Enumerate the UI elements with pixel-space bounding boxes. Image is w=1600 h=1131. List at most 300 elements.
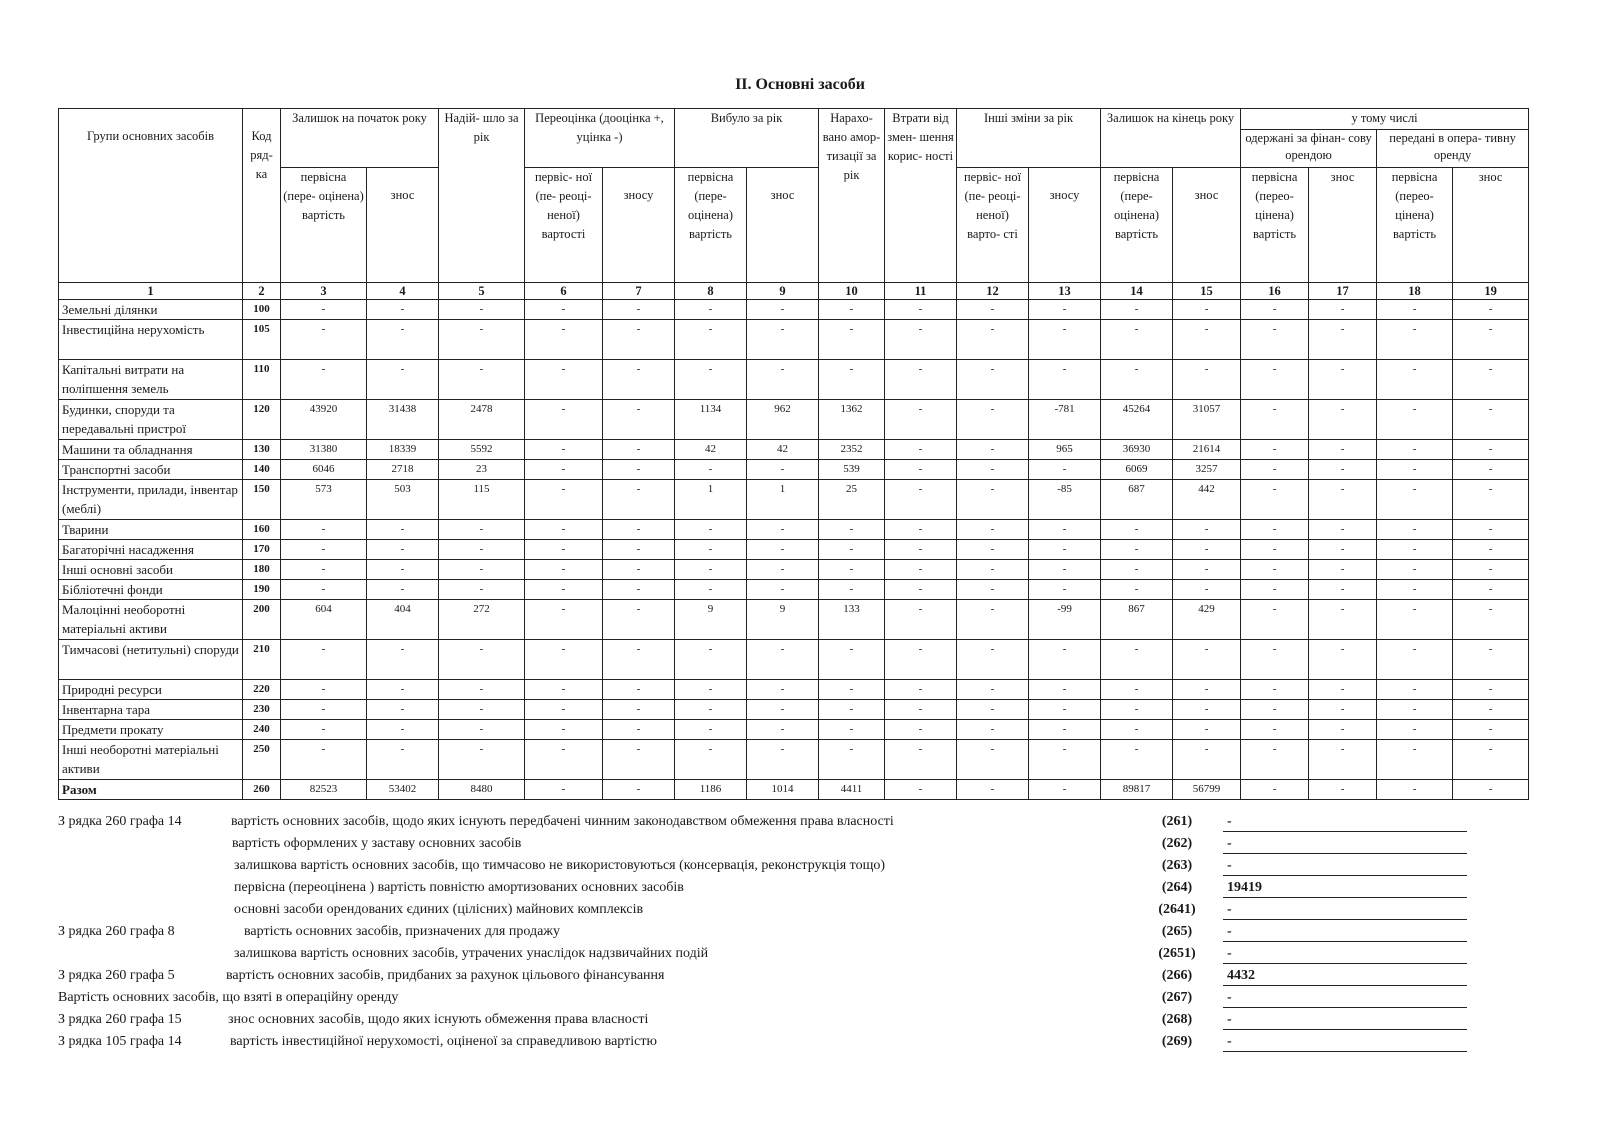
header-other-depr: зносу xyxy=(1029,168,1101,283)
table-row xyxy=(59,320,1529,360)
table-cell: - xyxy=(1377,560,1453,580)
table-cell: 45264 xyxy=(1101,400,1173,440)
table-cell: - xyxy=(957,320,1029,360)
note-text: вартість оформлених у заставу основних засобів xyxy=(232,836,522,851)
table-cell: - xyxy=(747,520,819,540)
table-cell: -85 xyxy=(1029,480,1101,520)
column-numbers-row xyxy=(59,283,1529,300)
column-number: 19 xyxy=(1453,283,1529,300)
table-cell: - xyxy=(1173,360,1241,400)
table-cell: - xyxy=(1377,540,1453,560)
table-cell: - xyxy=(367,740,439,780)
table-cell: - xyxy=(675,680,747,700)
note-value: - xyxy=(1223,1012,1467,1030)
table-cell: - xyxy=(1241,360,1309,400)
table-cell: - xyxy=(675,360,747,400)
table-cell: - xyxy=(1309,580,1377,600)
table-cell: - xyxy=(439,320,525,360)
note-text: вартість основних засобів, придбаних за рахунок цільового фінансування xyxy=(226,968,665,983)
table-cell: 2352 xyxy=(819,440,885,460)
table-cell: - xyxy=(603,440,675,460)
table-cell: -781 xyxy=(1029,400,1101,440)
table-cell: - xyxy=(603,480,675,520)
table-cell: 6046 xyxy=(281,460,367,480)
column-number: 12 xyxy=(957,283,1029,300)
column-number: 1 xyxy=(59,283,243,300)
table-cell: - xyxy=(1377,480,1453,520)
note-text: вартість інвестиційної нерухомості, оціненої за справедливою вартістю xyxy=(230,1034,657,1049)
table-cell: - xyxy=(675,720,747,740)
table-cell: - xyxy=(957,440,1029,460)
row-name: Тимчасові (нетитульні) споруди xyxy=(59,640,243,680)
table-cell: - xyxy=(1029,360,1101,400)
table-cell: 442 xyxy=(1173,480,1241,520)
row-name: Інші необоротні матеріальні активи xyxy=(59,740,243,780)
table-cell: - xyxy=(1309,720,1377,740)
row-name: Будинки, споруди та передавальні пристрої xyxy=(59,400,243,440)
row-name: Земельні ділянки xyxy=(59,300,243,320)
table-cell: - xyxy=(1377,640,1453,680)
table-cell: - xyxy=(439,740,525,780)
table-cell: - xyxy=(747,580,819,600)
note-label: З рядка 260 графа 15 xyxy=(58,1012,182,1027)
table-cell: - xyxy=(1029,680,1101,700)
header-opening: Залишок на початок року xyxy=(281,109,439,168)
table-cell: - xyxy=(885,580,957,600)
table-cell: 82523 xyxy=(281,780,367,800)
header-disp-depr: знос xyxy=(747,168,819,283)
table-cell: - xyxy=(1309,540,1377,560)
table-cell: - xyxy=(281,700,367,720)
table-cell: - xyxy=(439,560,525,580)
table-cell: - xyxy=(819,560,885,580)
table-cell: - xyxy=(603,320,675,360)
table-cell: - xyxy=(675,740,747,780)
table-cell: - xyxy=(1173,720,1241,740)
row-name: Інструменти, прилади, інвентар (меблі) xyxy=(59,480,243,520)
header-close-depr: знос xyxy=(1173,168,1241,283)
row-name: Разом xyxy=(59,780,243,800)
row-code: 190 xyxy=(243,580,281,600)
table-row xyxy=(59,400,1529,440)
table-cell: - xyxy=(1309,780,1377,800)
table-cell: 56799 xyxy=(1173,780,1241,800)
row-code: 130 xyxy=(243,440,281,460)
table-cell: - xyxy=(747,320,819,360)
table-cell: - xyxy=(885,600,957,640)
table-cell: - xyxy=(1453,780,1529,800)
table-cell: - xyxy=(675,300,747,320)
table-cell: - xyxy=(1173,520,1241,540)
table-cell: - xyxy=(439,360,525,400)
table-cell: - xyxy=(1377,320,1453,360)
table-cell: - xyxy=(1241,780,1309,800)
table-cell: - xyxy=(1241,540,1309,560)
table-row xyxy=(59,720,1529,740)
column-number: 16 xyxy=(1241,283,1309,300)
table-cell: - xyxy=(957,560,1029,580)
table-cell: - xyxy=(1241,320,1309,360)
table-cell: - xyxy=(281,360,367,400)
table-cell: - xyxy=(819,580,885,600)
column-number: 17 xyxy=(1309,283,1377,300)
table-cell: - xyxy=(525,460,603,480)
row-code: 110 xyxy=(243,360,281,400)
table-cell: - xyxy=(819,360,885,400)
table-cell: - xyxy=(885,360,957,400)
note-value: - xyxy=(1223,1034,1467,1052)
table-cell: 1186 xyxy=(675,780,747,800)
note-value: - xyxy=(1223,946,1467,964)
row-name: Інвестиційна нерухомість xyxy=(59,320,243,360)
table-cell: 4411 xyxy=(819,780,885,800)
table-cell: - xyxy=(367,640,439,680)
table-cell: - xyxy=(603,400,675,440)
table-cell: - xyxy=(1241,300,1309,320)
table-cell: - xyxy=(747,360,819,400)
table-cell: - xyxy=(1309,360,1377,400)
table-cell: - xyxy=(885,780,957,800)
row-code: 150 xyxy=(243,480,281,520)
table-cell: - xyxy=(367,560,439,580)
table-cell: - xyxy=(885,320,957,360)
table-cell: 9 xyxy=(675,600,747,640)
note-text: вартість основних засобів, призначених для продажу xyxy=(244,924,560,939)
table-cell: - xyxy=(1309,520,1377,540)
table-cell: 36930 xyxy=(1101,440,1173,460)
table-cell: - xyxy=(747,540,819,560)
table-cell: - xyxy=(957,780,1029,800)
table-cell: - xyxy=(675,320,747,360)
column-number: 2 xyxy=(243,283,281,300)
header-fin-lease: одержані за фінан- сову орендою xyxy=(1241,130,1377,168)
table-cell: - xyxy=(1101,320,1173,360)
table-cell: - xyxy=(367,580,439,600)
table-cell: - xyxy=(525,320,603,360)
table-cell: 965 xyxy=(1029,440,1101,460)
table-cell: 687 xyxy=(1101,480,1173,520)
table-cell: - xyxy=(603,640,675,680)
table-cell: - xyxy=(1101,540,1173,560)
header-closing: Залишок на кінець року xyxy=(1101,109,1241,168)
table-cell: - xyxy=(1029,300,1101,320)
table-cell: 3257 xyxy=(1173,460,1241,480)
table-cell: - xyxy=(957,540,1029,560)
column-number: 7 xyxy=(603,283,675,300)
table-cell: - xyxy=(525,700,603,720)
table-cell: - xyxy=(1241,440,1309,460)
table-cell: - xyxy=(1101,520,1173,540)
row-name: Машини та обладнання xyxy=(59,440,243,460)
table-row xyxy=(59,300,1529,320)
table-cell: - xyxy=(603,460,675,480)
table-row xyxy=(59,680,1529,700)
table-cell: - xyxy=(367,720,439,740)
table-cell: - xyxy=(747,740,819,780)
table-cell: - xyxy=(1173,560,1241,580)
table-body xyxy=(59,300,1529,800)
column-number: 8 xyxy=(675,283,747,300)
column-number: 6 xyxy=(525,283,603,300)
column-number: 11 xyxy=(885,283,957,300)
row-name: Капітальні витрати на поліпшення земель xyxy=(59,360,243,400)
table-cell: - xyxy=(885,540,957,560)
table-cell: - xyxy=(1377,400,1453,440)
header-open-depr: знос xyxy=(367,168,439,283)
note-label: З рядка 260 графа 14 xyxy=(58,814,182,829)
table-cell: - xyxy=(885,700,957,720)
column-number: 15 xyxy=(1173,283,1241,300)
table-cell: 503 xyxy=(367,480,439,520)
table-cell: 31438 xyxy=(367,400,439,440)
note-code: (2651) xyxy=(1158,946,1196,961)
note-row xyxy=(58,900,1478,922)
row-name: Природні ресурси xyxy=(59,680,243,700)
note-row xyxy=(58,1010,1478,1032)
table-cell: - xyxy=(1453,560,1529,580)
column-number: 13 xyxy=(1029,283,1101,300)
table-cell: - xyxy=(957,740,1029,780)
table-cell: - xyxy=(1173,640,1241,680)
table-row xyxy=(59,740,1529,780)
note-row xyxy=(58,1032,1478,1054)
table-cell: - xyxy=(525,740,603,780)
table-cell: 2718 xyxy=(367,460,439,480)
table-cell: 89817 xyxy=(1101,780,1173,800)
table-cell: 573 xyxy=(281,480,367,520)
table-cell: - xyxy=(1173,700,1241,720)
row-code: 120 xyxy=(243,400,281,440)
table-cell: - xyxy=(525,640,603,680)
table-cell: - xyxy=(1101,560,1173,580)
table-cell: - xyxy=(367,300,439,320)
table-cell: - xyxy=(1029,720,1101,740)
note-code: (264) xyxy=(1161,880,1193,895)
table-cell: - xyxy=(675,560,747,580)
table-cell: - xyxy=(603,740,675,780)
table-cell: - xyxy=(1309,600,1377,640)
table-cell: - xyxy=(675,580,747,600)
table-row xyxy=(59,480,1529,520)
header-other-gross: первіс- ної (пе- реоці- неної) варто- сті xyxy=(957,168,1029,283)
table-cell: 6069 xyxy=(1101,460,1173,480)
table-cell: - xyxy=(603,300,675,320)
fixed-assets-table xyxy=(58,108,1529,800)
table-cell: - xyxy=(957,400,1029,440)
table-cell: - xyxy=(1101,680,1173,700)
note-row xyxy=(58,856,1478,878)
table-cell: 53402 xyxy=(367,780,439,800)
table-cell: - xyxy=(957,700,1029,720)
table-cell: 5592 xyxy=(439,440,525,460)
column-number: 14 xyxy=(1101,283,1173,300)
header-fin-gross: первісна (перео- цінена) вартість xyxy=(1241,168,1309,283)
table-cell: - xyxy=(1101,580,1173,600)
note-value: 19419 xyxy=(1223,880,1467,898)
note-code: (267) xyxy=(1161,990,1193,1005)
table-cell: - xyxy=(1453,440,1529,460)
table-cell: - xyxy=(1241,720,1309,740)
table-cell: - xyxy=(439,680,525,700)
column-number: 18 xyxy=(1377,283,1453,300)
table-cell: 1134 xyxy=(675,400,747,440)
table-cell: - xyxy=(1241,400,1309,440)
table-cell: 21614 xyxy=(1173,440,1241,460)
table-cell: - xyxy=(747,700,819,720)
row-name: Транспортні засоби xyxy=(59,460,243,480)
table-cell: 18339 xyxy=(367,440,439,460)
table-cell: - xyxy=(603,700,675,720)
header-including: у тому числі xyxy=(1241,109,1529,130)
column-number: 10 xyxy=(819,283,885,300)
table-cell: -99 xyxy=(1029,600,1101,640)
header-close-gross: первісна (пере- оцінена) вартість xyxy=(1101,168,1173,283)
table-cell: - xyxy=(603,600,675,640)
table-cell: - xyxy=(281,320,367,360)
table-cell: - xyxy=(1309,480,1377,520)
table-cell: - xyxy=(525,780,603,800)
table-cell: - xyxy=(1377,720,1453,740)
table-cell: - xyxy=(1453,460,1529,480)
table-cell: - xyxy=(1241,460,1309,480)
note-row xyxy=(58,944,1478,966)
table-cell: 42 xyxy=(747,440,819,460)
table-cell: - xyxy=(525,540,603,560)
table-cell: - xyxy=(439,520,525,540)
note-code: (266) xyxy=(1161,968,1193,983)
table-cell: - xyxy=(1029,560,1101,580)
table-cell: - xyxy=(747,300,819,320)
note-row xyxy=(58,966,1478,988)
row-code: 250 xyxy=(243,740,281,780)
header-op-depr: знос xyxy=(1453,168,1529,283)
note-value: 4432 xyxy=(1223,968,1467,986)
table-cell: - xyxy=(1241,680,1309,700)
table-cell: - xyxy=(1173,680,1241,700)
table-cell: 9 xyxy=(747,600,819,640)
table-cell: - xyxy=(675,640,747,680)
table-cell: - xyxy=(1377,780,1453,800)
note-label: З рядка 260 графа 5 xyxy=(58,968,175,983)
table-cell: - xyxy=(1029,700,1101,720)
table-cell: - xyxy=(819,540,885,560)
table-cell: 31380 xyxy=(281,440,367,460)
table-cell: - xyxy=(957,640,1029,680)
table-cell: - xyxy=(1377,460,1453,480)
header-disp-gross: первісна (пере- оцінена) вартість xyxy=(675,168,747,283)
table-cell: 404 xyxy=(367,600,439,640)
column-number: 5 xyxy=(439,283,525,300)
table-cell: - xyxy=(1453,680,1529,700)
row-name: Тварини xyxy=(59,520,243,540)
table-cell: - xyxy=(819,300,885,320)
note-value: - xyxy=(1223,990,1467,1008)
table-cell: - xyxy=(1309,320,1377,360)
table-cell: - xyxy=(885,680,957,700)
note-code: (261) xyxy=(1161,814,1193,829)
table-cell: - xyxy=(1241,740,1309,780)
note-label: З рядка 260 графа 8 xyxy=(58,924,175,939)
table-cell: - xyxy=(281,680,367,700)
row-code: 170 xyxy=(243,540,281,560)
row-code: 240 xyxy=(243,720,281,740)
table-cell: - xyxy=(1377,580,1453,600)
column-number: 9 xyxy=(747,283,819,300)
table-cell: - xyxy=(675,460,747,480)
table-cell: 272 xyxy=(439,600,525,640)
table-cell: - xyxy=(1453,540,1529,560)
table-cell: - xyxy=(525,440,603,460)
table-cell: 115 xyxy=(439,480,525,520)
row-name: Інвентарна тара xyxy=(59,700,243,720)
header-reval-depr: зносу xyxy=(603,168,675,283)
table-cell: - xyxy=(957,720,1029,740)
table-cell: - xyxy=(1309,640,1377,680)
table-cell: - xyxy=(1173,580,1241,600)
table-row xyxy=(59,520,1529,540)
table-cell: - xyxy=(1029,320,1101,360)
table-cell: - xyxy=(1241,520,1309,540)
table-cell: - xyxy=(1453,640,1529,680)
header-impairment: Втрати від змен- шення корис- ності xyxy=(885,109,957,283)
table-cell: 1362 xyxy=(819,400,885,440)
note-text: вартість основних засобів, щодо яких існують передбачені чинним законодавством обмеження права власності xyxy=(231,814,894,829)
table-cell: - xyxy=(1453,740,1529,780)
table-cell: - xyxy=(819,320,885,360)
note-value: - xyxy=(1223,902,1467,920)
header-open-gross: первісна (пере- оцінена) вартість xyxy=(281,168,367,283)
note-code: (2641) xyxy=(1158,902,1196,917)
row-code: 200 xyxy=(243,600,281,640)
table-cell: - xyxy=(525,360,603,400)
table-cell: - xyxy=(1309,440,1377,460)
table-cell: - xyxy=(819,680,885,700)
table-cell: - xyxy=(885,300,957,320)
note-code: (265) xyxy=(1161,924,1193,939)
table-cell: 8480 xyxy=(439,780,525,800)
table-cell: - xyxy=(525,680,603,700)
row-code: 140 xyxy=(243,460,281,480)
table-row xyxy=(59,560,1529,580)
table-cell: 25 xyxy=(819,480,885,520)
table-cell: - xyxy=(281,640,367,680)
table-cell: - xyxy=(281,300,367,320)
table-cell: - xyxy=(439,300,525,320)
table-cell: - xyxy=(525,480,603,520)
table-cell: - xyxy=(957,580,1029,600)
table-cell: - xyxy=(1241,600,1309,640)
table-cell: - xyxy=(1377,700,1453,720)
note-text: знос основних засобів, щодо яких існують обмеження права власності xyxy=(228,1012,649,1027)
table-cell: - xyxy=(1453,480,1529,520)
table-cell: - xyxy=(1029,740,1101,780)
table-cell: 23 xyxy=(439,460,525,480)
table-cell: - xyxy=(1309,400,1377,440)
table-row xyxy=(59,540,1529,560)
table-cell: - xyxy=(525,300,603,320)
note-value: - xyxy=(1223,814,1467,832)
table-cell: - xyxy=(1377,680,1453,700)
header-disposed: Вибуло за рік xyxy=(675,109,819,168)
table-cell: - xyxy=(1377,360,1453,400)
notes-section xyxy=(58,812,1478,1054)
table-cell: - xyxy=(367,700,439,720)
table-cell: - xyxy=(1241,580,1309,600)
table-cell: - xyxy=(281,740,367,780)
table-cell: - xyxy=(525,580,603,600)
table-cell: 604 xyxy=(281,600,367,640)
table-cell: - xyxy=(1453,600,1529,640)
